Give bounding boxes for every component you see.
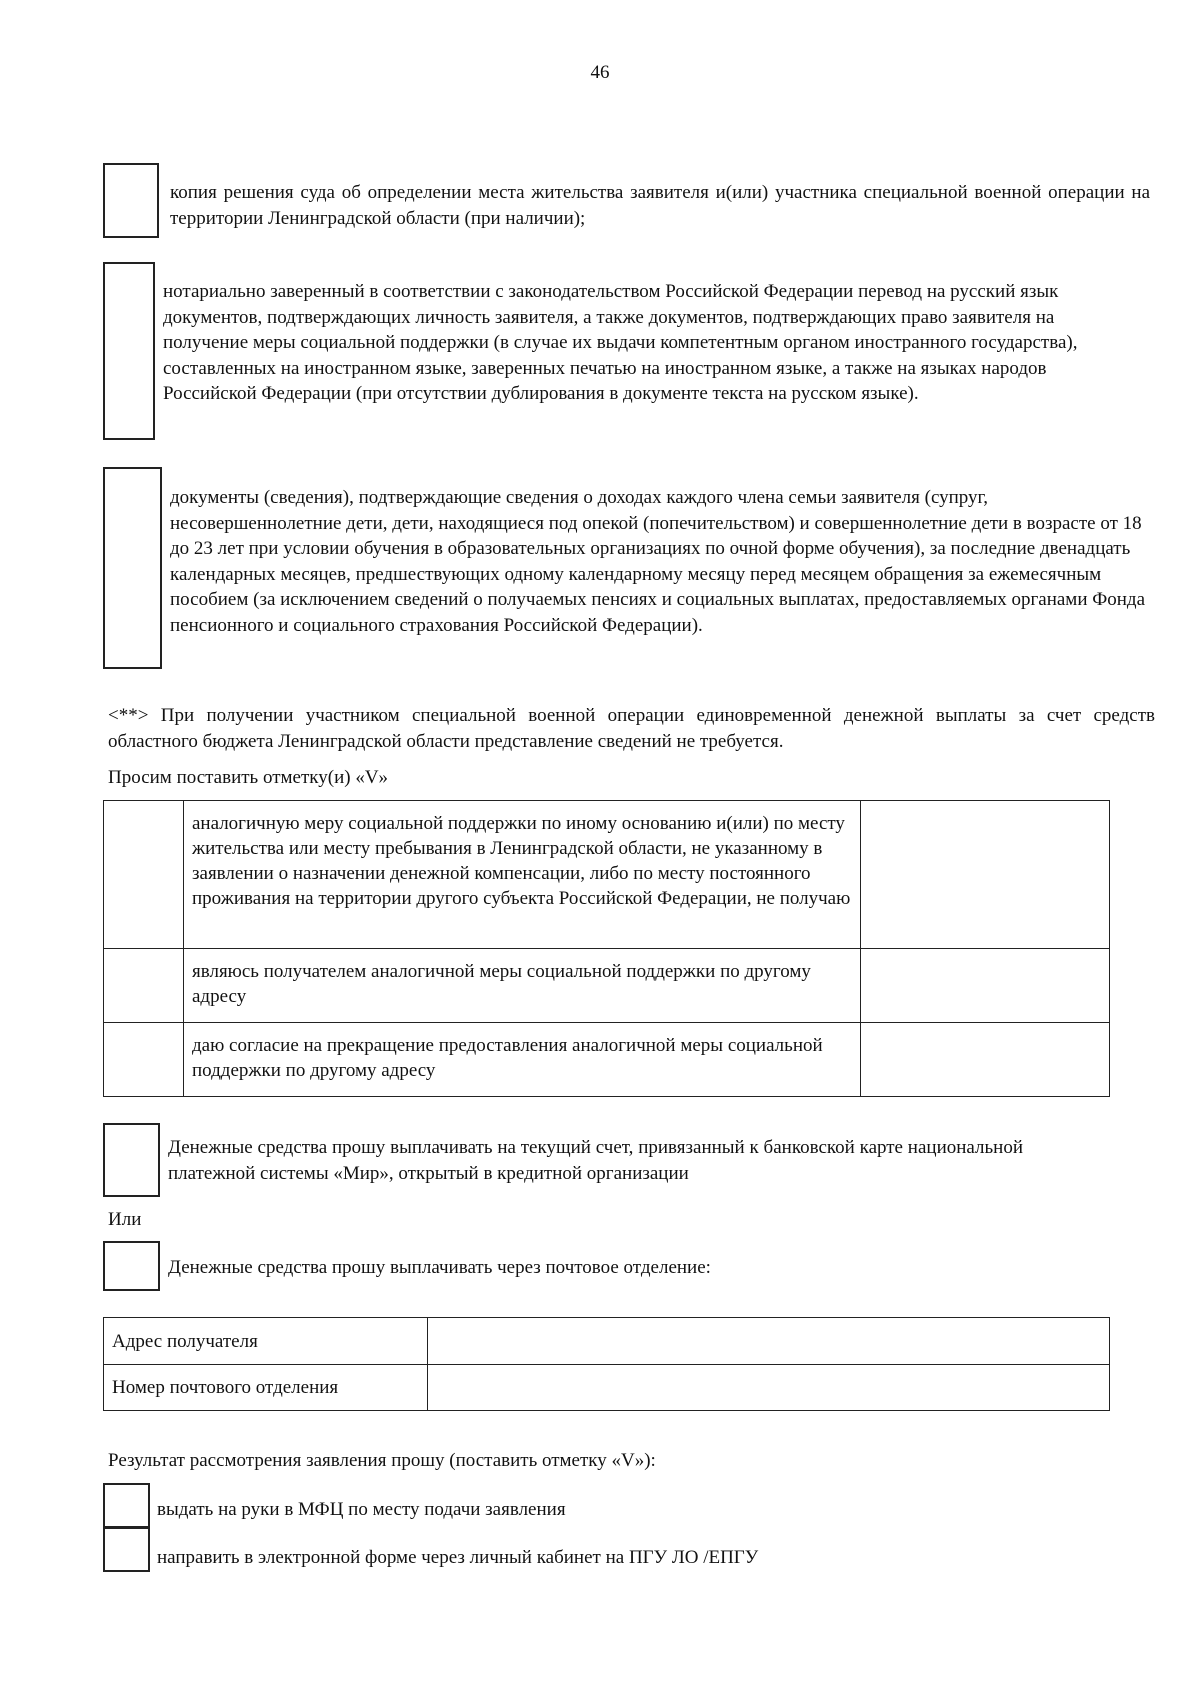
- table-row: [104, 1318, 1110, 1365]
- post-table: [103, 1317, 1110, 1411]
- address-input-cell[interactable]: [428, 1318, 1110, 1365]
- address-label-cell: [104, 1318, 428, 1365]
- result-option-mfc: выдать на руки в МФЦ по месту подачи заявления: [157, 1499, 566, 1520]
- table-row: [104, 1023, 1110, 1097]
- mark-row-text-cell: [184, 949, 861, 1023]
- table-row: [104, 949, 1110, 1023]
- mark-table: [103, 800, 1110, 1097]
- checkbox-income-documents[interactable]: [103, 467, 162, 669]
- doc-income-documents-text: документы (сведения), подтверждающие сведения о доходах каждого члена семьи заявителя (супруг, несовершеннолетние дети, дети, находящиеся под опекой (попечительством) и совершеннолетние дети в возрасте от 18 до 23 лет при условии обучения в образовательных организациях по очной форме обучения), за последние двенадцать календарных месяцев, предшествующих одному календарному месяцу перед месяцем обращения за ежемесячным пособием (за исключением сведений о получаемых пенсиях и социальных выплатах, предоставляемых органами Фонда пенсионного и социального страхования Российской Федерации).: [170, 487, 1146, 636]
- mark-cell[interactable]: [104, 949, 184, 1023]
- table-row: [104, 1365, 1110, 1411]
- address-label: Адрес получателя: [112, 1330, 258, 1352]
- checkbox-payment-card[interactable]: [103, 1123, 160, 1197]
- mark-row-text: даю согласие на прекращение предоставления аналогичной меры социальной поддержки по другому адресу: [192, 1035, 823, 1081]
- checkbox-result-electronic[interactable]: [103, 1527, 150, 1572]
- page-number: 46: [590, 62, 610, 83]
- mark-row-text-cell: [184, 801, 861, 949]
- payment-card-text: Денежные средства прошу выплачивать на текущий счет, привязанный к банковской карте национальной платежной системы «Мир», открытый в кредитной организации: [168, 1137, 1023, 1184]
- doc-notarized-translation-text: нотариально заверенный в соответствии с законодательством Российской Федерации перевод на русский язык документов, подтверждающих личность заявителя, а также документов, подтверждающих право заявителя на получение меры социальной поддержки (в случае их выдачи компетентным органом иностранного государства), составленных на иностранном языке, заверенных печатью на иностранном языке, а также на языках народов Российской Федерации (при отсутствии дублирования в документе текста на русском языке).: [163, 281, 1078, 404]
- checkbox-payment-post[interactable]: [103, 1241, 160, 1291]
- checkbox-notarized-translation[interactable]: [103, 262, 155, 440]
- doc-court-decision-text: копия решения суда об определении места жительства заявителя и(или) участника специальной военной операции на территории Ленинградской области (при наличии);: [170, 182, 1150, 229]
- mark-row-text: являюсь получателем аналогичной меры социальной поддержки по другому адресу: [192, 961, 811, 1007]
- office-label: Номер почтового отделения: [112, 1377, 339, 1398]
- table-row: [104, 801, 1110, 949]
- mark-cell[interactable]: [104, 1023, 184, 1097]
- mark-request-label: Просим поставить отметку(и) «V»: [108, 767, 389, 788]
- answer-cell[interactable]: [861, 1023, 1110, 1097]
- answer-cell[interactable]: [861, 949, 1110, 1023]
- footnote: <**> При получении участником специальной военной операции единовременной денежной выплаты за счет средств областного бюджета Ленинградской области представление сведений не требуется.: [108, 705, 1155, 752]
- office-label-cell: [104, 1365, 428, 1411]
- result-option-electronic: направить в электронной форме через личный кабинет на ПГУ ЛО /ЕПГУ: [157, 1547, 759, 1568]
- result-heading: Результат рассмотрения заявления прошу (поставить отметку «V»):: [108, 1450, 656, 1471]
- office-input-cell[interactable]: [428, 1365, 1110, 1411]
- or-label: Или: [108, 1209, 142, 1230]
- mark-row-text: аналогичную меру социальной поддержки по иному основанию и(или) по месту жительства или месту пребывания в Ленинградской области, не указанному в заявлении о назначении денежной компенсации, либо по месту постоянного проживания на территории другого субъекта Российской Федерации, не получаю: [192, 813, 851, 909]
- payment-post-text: Денежные средства прошу выплачивать через почтовое отделение:: [168, 1257, 711, 1278]
- mark-row-text-cell: [184, 1023, 861, 1097]
- checkbox-court-decision[interactable]: [103, 163, 159, 238]
- checkbox-result-mfc[interactable]: [103, 1483, 150, 1528]
- answer-cell[interactable]: [861, 801, 1110, 949]
- mark-cell[interactable]: [104, 801, 184, 949]
